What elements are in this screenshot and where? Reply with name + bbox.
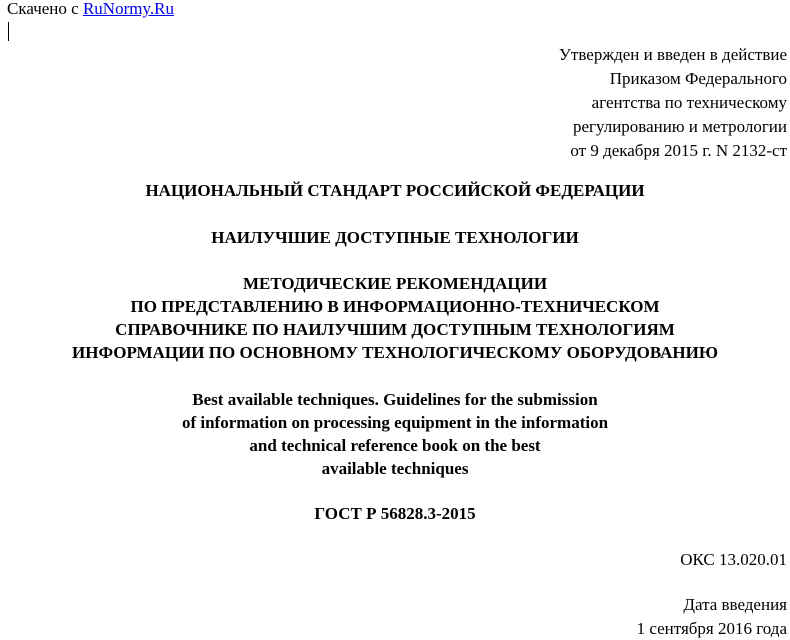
approval-block xyxy=(559,43,787,163)
introduction-date: 1 сентября 2016 года xyxy=(636,619,787,638)
approval-line: агентства по техническому xyxy=(591,93,787,112)
gost-number: ГОСТ Р 56828.3-2015 xyxy=(314,504,476,523)
approval-line: от 9 декабря 2015 г. N 2132-ст xyxy=(570,141,787,160)
approval-line: регулированию и метрологии xyxy=(572,117,787,136)
english-title-line: available techniques xyxy=(321,459,469,478)
method-title-line: ИНФОРМАЦИИ ПО ОСНОВНОМУ ТЕХНОЛОГИЧЕСКОМУ ОБОРУДОВАНИЮ xyxy=(72,343,718,362)
source-link[interactable]: RuNormy.Ru xyxy=(82,0,174,18)
method-title-line: МЕТОДИЧЕСКИЕ РЕКОМЕНДАЦИИ xyxy=(242,274,548,293)
method-title-line: ПО ПРЕДСТАВЛЕНИЮ В ИНФОРМАЦИОННО-ТЕХНИЧЕСКОМ xyxy=(130,297,660,316)
approval-line: Утвержден и введен в действие xyxy=(558,45,787,64)
oks-code: ОКС 13.020.01 xyxy=(680,550,787,569)
method-title-line: СПРАВОЧНИКЕ ПО НАИЛУЧШИМ ДОСТУПНЫМ ТЕХНОЛОГИЯМ xyxy=(115,320,675,339)
english-title xyxy=(0,388,790,480)
introduction-label: Дата введения xyxy=(683,595,787,614)
national-standard-heading: НАЦИОНАЛЬНЫЙ СТАНДАРТ РОССИЙСКОЙ ФЕДЕРАЦИИ xyxy=(145,181,645,200)
source-line xyxy=(7,0,174,19)
text-cursor xyxy=(8,22,9,41)
english-title-line: of information on processing equipment in the information xyxy=(181,413,609,432)
approval-line: Приказом Федерального xyxy=(609,69,787,88)
source-prefix: Скачено с xyxy=(7,0,79,18)
english-title-line: Best available techniques. Guidelines for the submission xyxy=(192,390,598,409)
method-title xyxy=(0,272,790,364)
ndt-heading: НАИЛУЧШИЕ ДОСТУПНЫЕ ТЕХНОЛОГИИ xyxy=(211,228,579,247)
english-title-line: and technical reference book on the best xyxy=(249,436,541,455)
